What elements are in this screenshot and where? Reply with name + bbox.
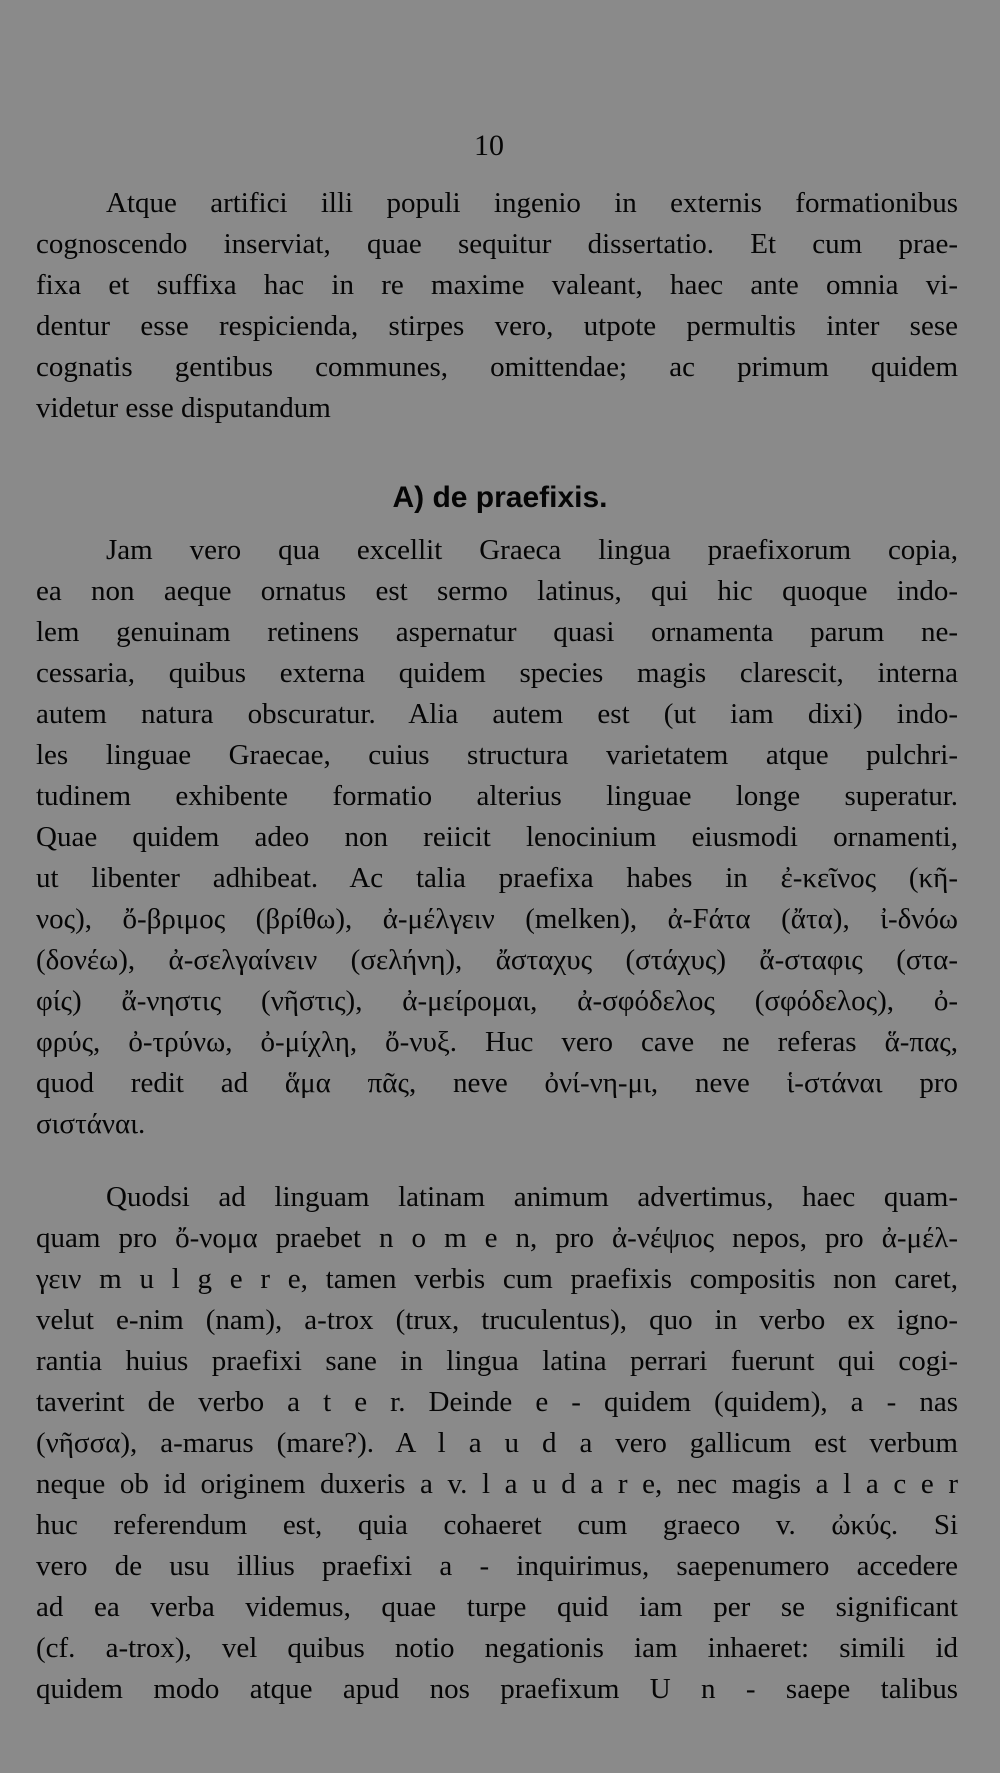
text-line: fixa et suffixa hac in re maxime valeant, haec ante omnia vi- xyxy=(36,269,958,301)
text-line: σιστάναι. xyxy=(36,1108,146,1140)
text-line: φίς) ἄ-νηστις (νῆστις), ἀ-μείρομαι, ἀ-σφόδελος (σφόδελος), ὀ- xyxy=(36,985,958,1017)
text-line: neque ob id originem duxeris a v. l a u d a r e, nec magis a l a c e r xyxy=(36,1468,958,1500)
text-line: les linguae Graecae, cuius structura varietatem atque pulchri- xyxy=(36,739,958,771)
text-line: cessaria, quibus externa quidem species magis clarescit, interna xyxy=(36,657,958,689)
text-line: γειν m u l g e r e, tamen verbis cum praefixis compositis non caret, xyxy=(36,1263,958,1295)
text-line: Jam vero qua excellit Graeca lingua praefixorum copia, xyxy=(106,534,958,566)
text-line: lem genuinam retinens aspernatur quasi ornamenta parum ne- xyxy=(36,616,958,648)
page-number: 10 xyxy=(474,129,504,162)
text-line: φρύς, ὀ-τρύνω, ὀ-μίχλη, ὄ-νυξ. Huc vero cave ne referas ἅ-πας, xyxy=(36,1026,958,1058)
text-line: Quodsi ad linguam latinam animum advertimus, haec quam- xyxy=(106,1181,958,1213)
text-line: quam pro ὄ-νομα praebet n o m e n, pro ἀ-νέψιος nepos, pro ἀ-μέλ- xyxy=(36,1222,958,1254)
text-line: Atque artifici illi populi ingenio in externis formationibus xyxy=(106,187,958,219)
section-heading: A) de praefixis. xyxy=(392,481,608,514)
text-line: rantia huius praefixi sane in lingua latina perrari fuerunt qui cogi- xyxy=(36,1345,958,1377)
text-line: νος), ὄ-βριμος (βρίθω), ἀ-μέλγειν (melken), ἀ-Fάτα (ἄτα), ἰ-δνόω xyxy=(36,903,958,935)
text-line: (δονέω), ἀ-σελγαίνειν (σελήνη), ἄσταχυς (στάχυς) ἄ-σταφις (στα- xyxy=(36,944,958,976)
text-line: cognoscendo inserviat, quae sequitur dissertatio. Et cum prae- xyxy=(36,228,958,260)
text-line: videtur esse disputandum xyxy=(36,392,331,424)
text-line: cognatis gentibus communes, omittendae; ac primum quidem xyxy=(36,351,958,383)
text-line: quod redit ad ἅμα πᾶς, neve ὀνί-νη-μι, neve ἱ-στάναι pro xyxy=(36,1067,958,1099)
text-line: quidem modo atque apud nos praefixum U n - saepe talibus xyxy=(36,1673,958,1705)
text-line: tudinem exhibente formatio alterius linguae longe superatur. xyxy=(36,780,958,812)
text-line: taverint de verbo a t e r. Deinde e - quidem (quidem), a - nas xyxy=(36,1386,958,1418)
text-line: huc referendum est, quia cohaeret cum graeco v. ὠκύς. Si xyxy=(36,1509,958,1541)
text-line: (νῆσσα), a-marus (mare?). A l a u d a vero gallicum est verbum xyxy=(36,1427,958,1459)
text-line: ut libenter adhibeat. Ac talia praefixa habes in ἐ-κεῖνος (κῆ- xyxy=(36,862,958,894)
text-line: velut e-nim (nam), a-trox (trux, truculentus), quo in verbo ex igno- xyxy=(36,1304,958,1336)
text-line: ad ea verba videmus, quae turpe quid iam per se significant xyxy=(36,1591,958,1623)
text-line: dentur esse respicienda, stirpes vero, utpote permultis inter sese xyxy=(36,310,958,342)
text-line: vero de usu illius praefixi a - inquirimus, saepenumero accedere xyxy=(36,1550,958,1582)
text-line: autem natura obscuratur. Alia autem est (ut iam dixi) indo- xyxy=(36,698,958,730)
text-line: ea non aeque ornatus est sermo latinus, qui hic quoque indo- xyxy=(36,575,958,607)
text-line: Quae quidem adeo non reiicit lenocinium eiusmodi ornamenti, xyxy=(36,821,958,853)
text-line: (cf. a-trox), vel quibus notio negationis iam inhaeret: simili id xyxy=(36,1632,958,1664)
